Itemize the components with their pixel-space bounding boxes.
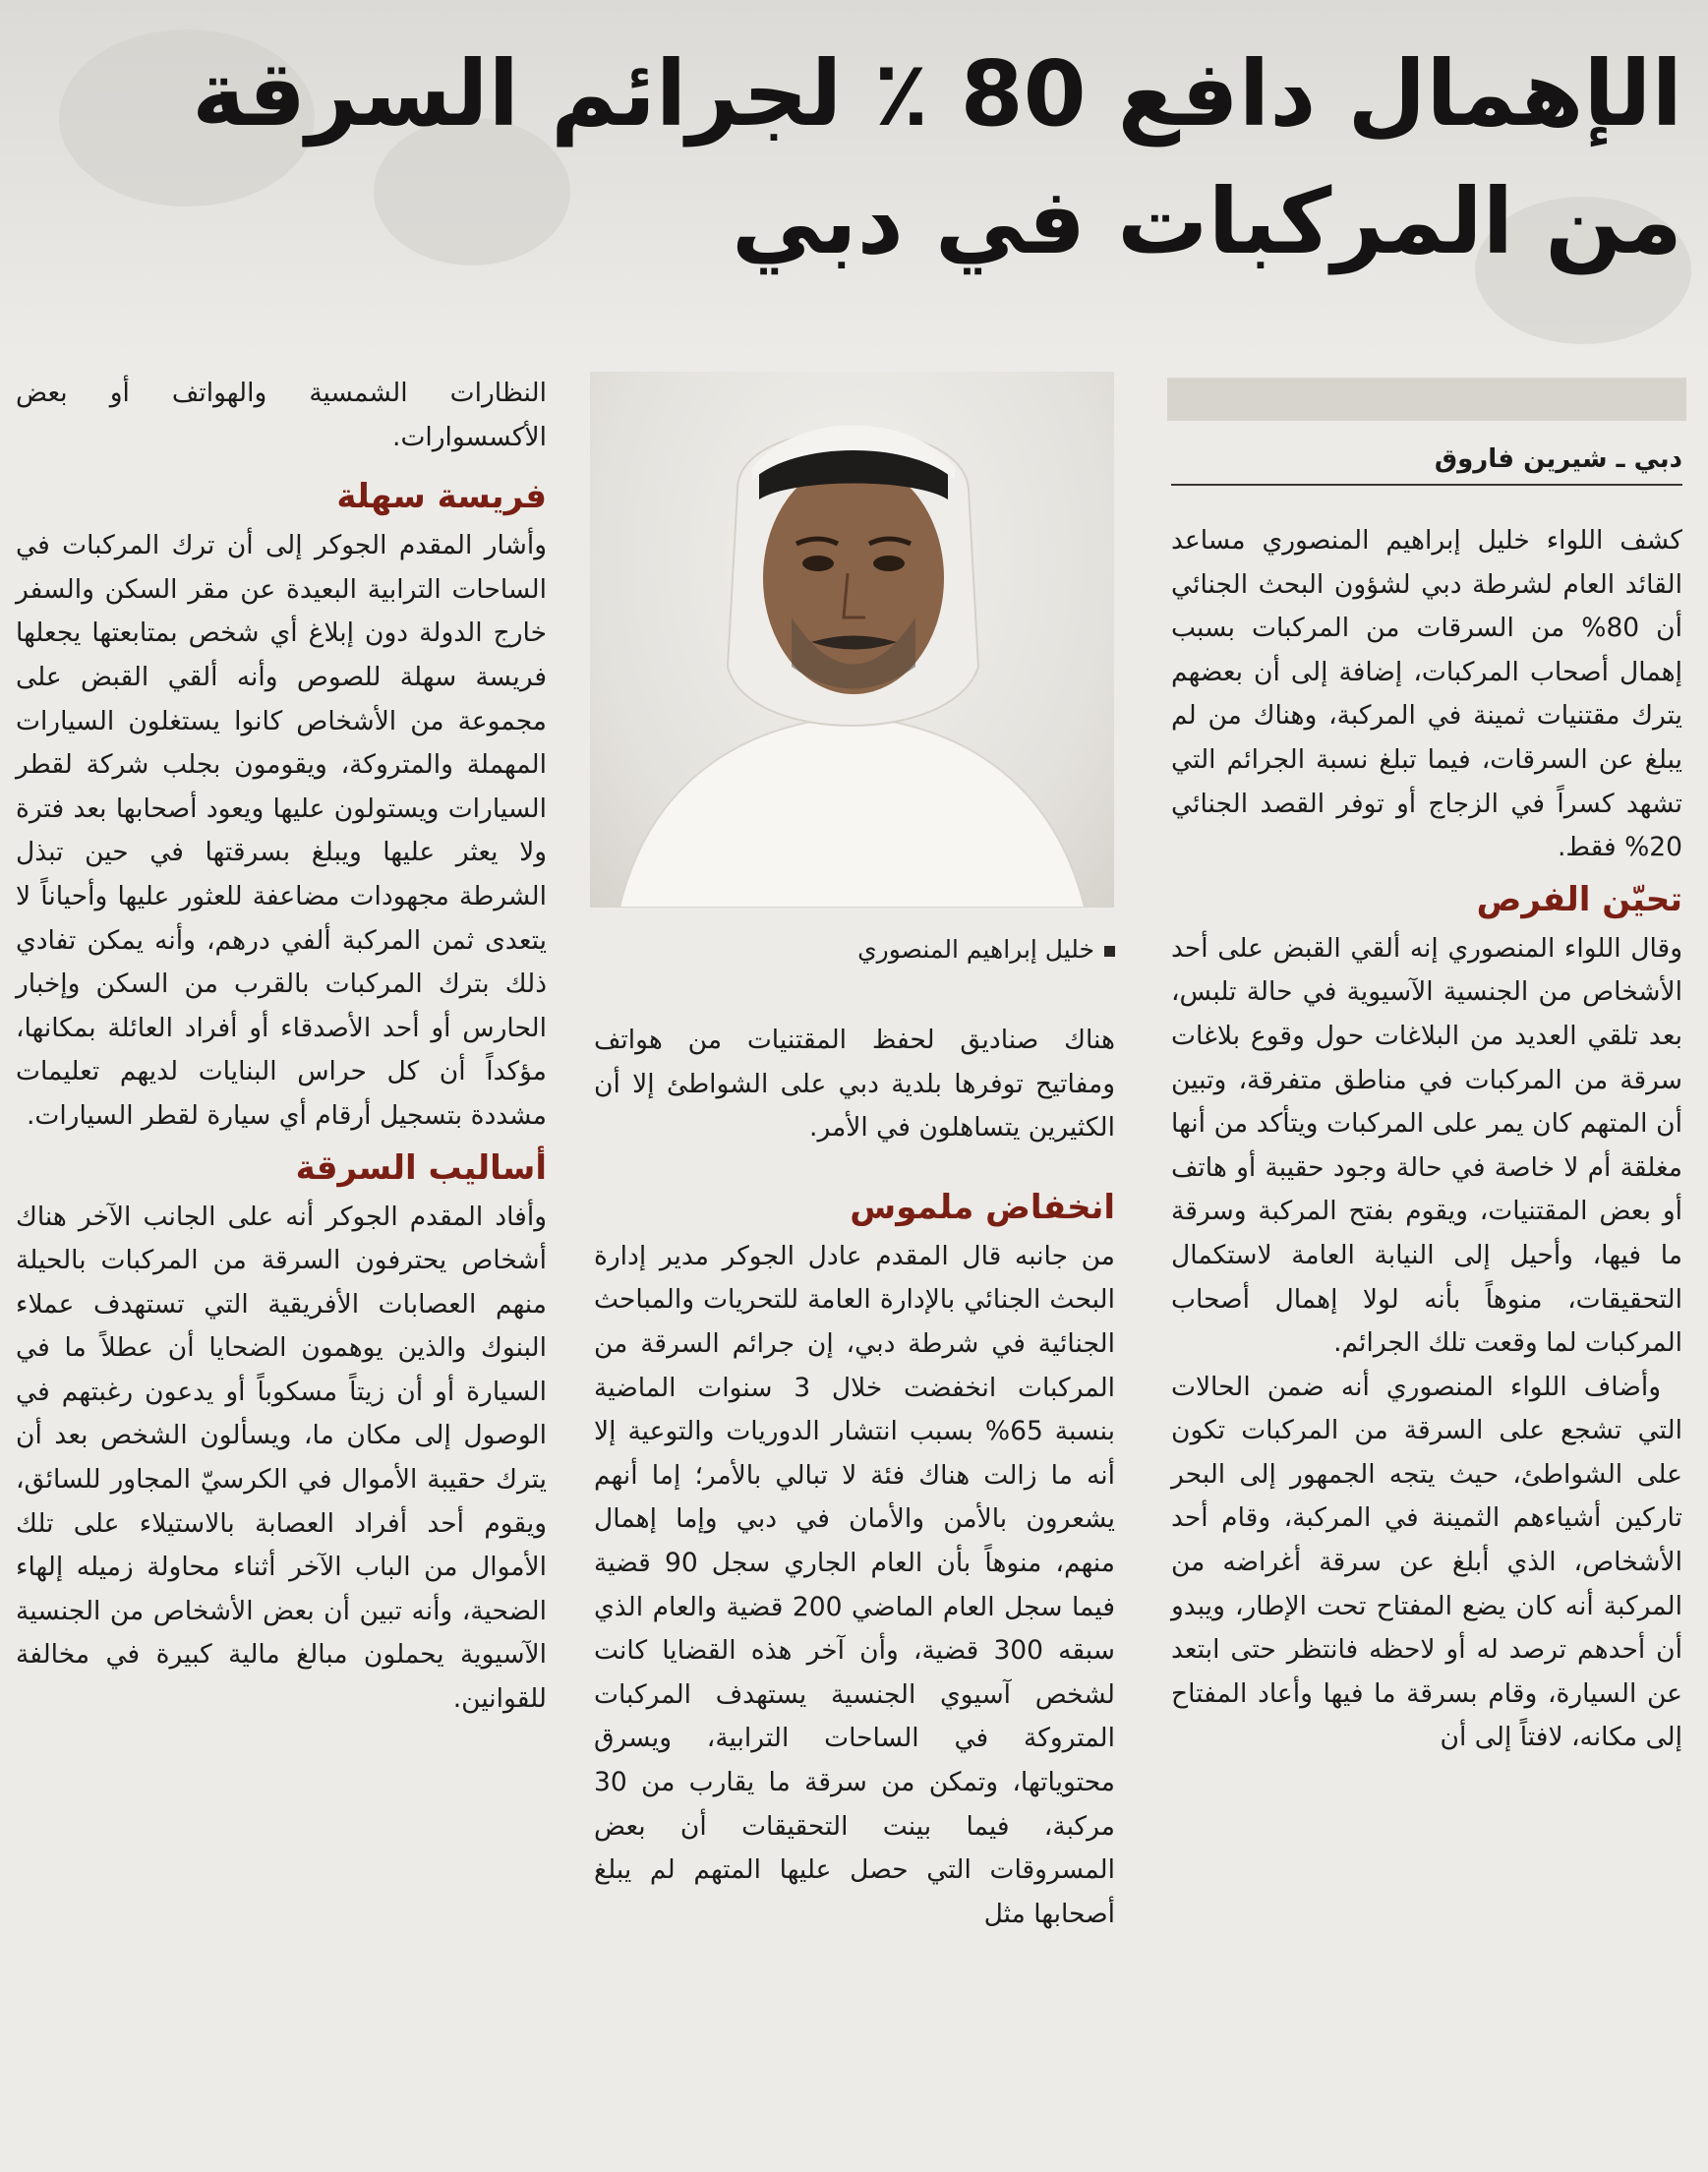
paragraph: وأشار المقدم الجوكر إلى أن ترك المركبات في الساحات الترابية البعيدة عن مقر السكن والسفر خارج الدولة دون إبلاغ أي شخص بمتابعتها يجعلها فريسة سهلة للصوص وأنه ألقي القبض على مجموعة من الأشخاص كانوا يستغلون السيارات المهملة والمتروكة، ويقومون بجلب شركة لقطر السيارات ويستولون عليها ويعود أصحابها بعد فترة ولا يعثر عليها ويبلغ بسرقتها في حين تبذل الشرطة مجهودات مضاعفة للعثور عليها وأحياناً لا يتعدى ثمن المركبة ألفي درهم، وأنه يمكن تفادي ذلك بترك المركبات بالقرب من السكن وإخبار الحارس أو أحد الأصدقاء أو أفراد العائلة بمكانها، مؤكداً أن كل حراس البنايات لديهم تعليمات مشددة بتسجيل أرقام أي سيارة لقطر السيارات. (16, 530, 547, 1131)
paragraph: وقال اللواء المنصوري إنه ألقي القبض على أحد الأشخاص من الجنسية الآسيوية في حالة تلبس، بعد تلقي العديد من البلاغات حول وقوع بلاغات سرقة من المركبات في مناطق متفرقة، وتبين أن المتهم كان يمر على المركبات ويتأكد من أنها مغلقة أم لا خاصة في حالة وجود حقيبة أو هاتف أو بعض المقتنيات، ويقوم بفتح المركبة وسرقة ما فيها، وأحيل إلى النيابة العامة لاستكمال التحقيقات، منوهاً بأنه لولا إهمال أصحاب المركبات لما وقعت تلك الجرائم. (1171, 932, 1682, 1359)
subheading: انخفاض ملموس (850, 1187, 1115, 1227)
portrait-photo (590, 372, 1114, 908)
paragraph: وأفاد المقدم الجوكر أنه على الجانب الآخر هناك أشخاص يحترفون السرقة من المركبات بالحيلة منهم العصابات الأفريقية التي تستهدف عملاء البنوك والذين يوهمون الضحايا أن عطلاً ما في السيارة أو أن زيتاً مسكوباً أو يدعون رغبتهم في الوصول إلى مكان ما، ويسألون الشخص بعد أن يترك حقيبة الأموال في الكرسيّ المجاور للسائق، ويقوم أحد أفراد العصابة بالاستيلاء على تلك الأموال من الباب الآخر أثناء محاولة زميله إلهاء الضحية، وأنه تبين أن بعض الأشخاص من الجنسية الآسيوية يحملون مبالغ مالية كبيرة في مخالفة للقوانين. (16, 1201, 547, 1715)
headline-line-1: الإهمال دافع 80 ٪ لجرائم السرقة (192, 41, 1682, 147)
caption-bullet (1104, 946, 1115, 957)
byline-bar (1167, 378, 1686, 421)
subheading: أساليب السرقة (295, 1147, 547, 1188)
paragraph: كشف اللواء خليل إبراهيم المنصوري مساعد القائد العام لشرطة دبي لشؤون البحث الجنائي أن 80% من السرقات من المركبات بسبب إهمال أصحاب المركبات، إضافة إلى أن بعضهم يترك مقتنيات ثمينة في المركبة، وهناك من لم يبلغ عن السرقات، فيما تبلغ نسبة الجرائم التي تشهد كسراً في الزجاج أو توفر القصد الجنائي 20% فقط. (1171, 525, 1683, 863)
article-column-2 (594, 1019, 1115, 1936)
paragraph: من جانبه قال المقدم عادل الجوكر مدير إدارة البحث الجنائي بالإدارة العامة للتحريات والمباحث الجنائية في شرطة دبي، إن جرائم السرقة من المركبات انخفضت خلال 3 سنوات الماضية بنسبة 65% بسبب انتشار الدوريات والتوعية إلا أنه ما زالت هناك فئة لا تبالي بالأمر؛ إما أنهم يشعرون بالأمن والأمان في دبي وإما إهمال منهم، منوهاً بأن العام الجاري سجل 90 قضية فيما سجل العام الماضي 200 قضية والعام الذي سبقه 300 قضية، وأن آخر هذه القضايا كانت لشخص آسيوي الجنسية يستهدف المركبات المتروكة في الساحات الترابية، ويسرق محتوياتها، وتمكن من سرقة ما يقارب من 30 مركبة، فيما بينت التحقيقات أن بعض المسروقات التي حصل عليها المتهم لم يبلغ أصحابها مثل (594, 1240, 1116, 1929)
subheading: فريسة سهلة (336, 477, 547, 517)
headline-line-2: من المركبات في دبي (731, 169, 1682, 274)
article-column-3 (16, 372, 547, 1722)
subheading: تحيّن الفرص (1476, 879, 1682, 919)
paragraph: وأضاف اللواء المنصوري أنه ضمن الحالات التي تشجع على السرقة من المركبات تكون على الشواطئ، حيث يتجه الجمهور إلى البحر تاركين أشياءهم الثمينة في المركبة، وقام أحد الأشخاص، الذي أبلغ عن سرقة أغراضه من المركبة أنه كان يضع المفتاح تحت الإطار، ويبدو أن أحدهم ترصد له أو لاحظه فانتظر حتى ابتعد عن السيارة، وقام بسرقة ما فيها وأعاد المفتاح إلى مكانه، لافتاً إلى أن (1171, 1371, 1682, 1753)
paragraph: هناك صناديق لحفظ المقتنيات من هواتف ومفاتيح توفرها بلدية دبي على الشواطئ إلا أن الكثيرين يتساهلون في الأمر. (594, 1025, 1115, 1144)
photo-caption (594, 930, 1115, 969)
paragraph: النظارات الشمسية والهواتف أو بعض الأكسسوارات. (16, 378, 547, 452)
portrait-illustration (590, 372, 1114, 908)
photo-caption-text: خليل إبراهيم المنصوري (857, 935, 1094, 964)
article-column-1 (1171, 519, 1682, 1760)
byline: دبي ـ شيرين فاروق (1171, 444, 1682, 486)
